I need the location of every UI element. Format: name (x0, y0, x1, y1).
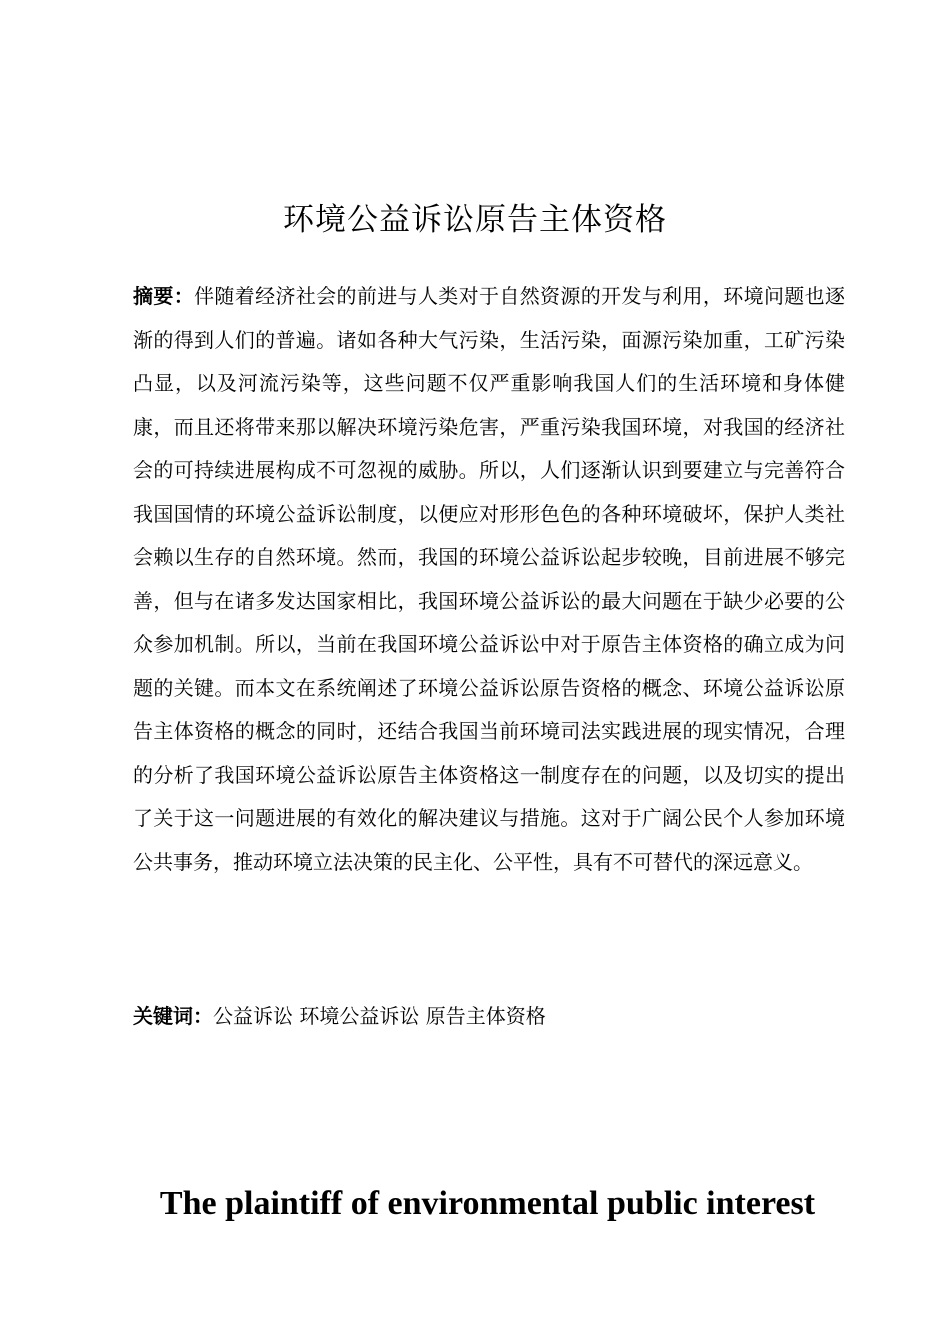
abstract-paragraph (133, 275, 845, 884)
keywords-text: 公益诉讼 环境公益诉讼 原告主体资格 (213, 1004, 546, 1028)
english-title: The plaintiff of environmental public interest (159, 1185, 816, 1222)
keywords-line (133, 996, 845, 1036)
chinese-title: 环境公益诉讼原告主体资格 (283, 202, 667, 238)
keywords-label: 关键词： (133, 1004, 213, 1028)
abstract-text: 伴随着经济社会的前进与人类对于自然资源的开发与利用，环境问题也逐渐的得到人们的普遍。诸如各种大气污染，生活污染，面源污染加重，工矿污染凸显，以及河流污染等，这些问题不仅严重影响我国人们的生活环境和身体健康，而且还将带来那以解决环境污染危害，严重污染我国环境，对我国的经济社会的可持续进展构成不可忽视的威胁。所以，人们逐渐认识到要建立与完善符合我国国情的环境公益诉讼制度，以便应对形形色色的各种环境破坏，保护人类社会赖以生存的自然环境。然而，我国的环境公益诉讼起步较晚，目前进展不够完善，但与在诸多发达国家相比，我国环境公益诉讼的最大问题在于缺少必要的公众参加机制。所以，当前在我国环境公益诉讼中对于原告主体资格的确立成为问题的关键。而本文在系统阐述了环境公益诉讼原告资格的概念、环境公益诉讼原告主体资格的概念的同时，还结合我国当前环境司法实践进展的现实情况，合理的分析了我国环境公益诉讼原告主体资格这一制度存在的问题，以及切实的提出了关于这一问题进展的有效化的解决建议与措施。这对于广阔公民个人参加环境公共事务，推动环境立法决策的民主化、公平性，具有不可替代的深远意义。 (133, 284, 846, 874)
abstract-label: 摘要： (133, 284, 195, 308)
